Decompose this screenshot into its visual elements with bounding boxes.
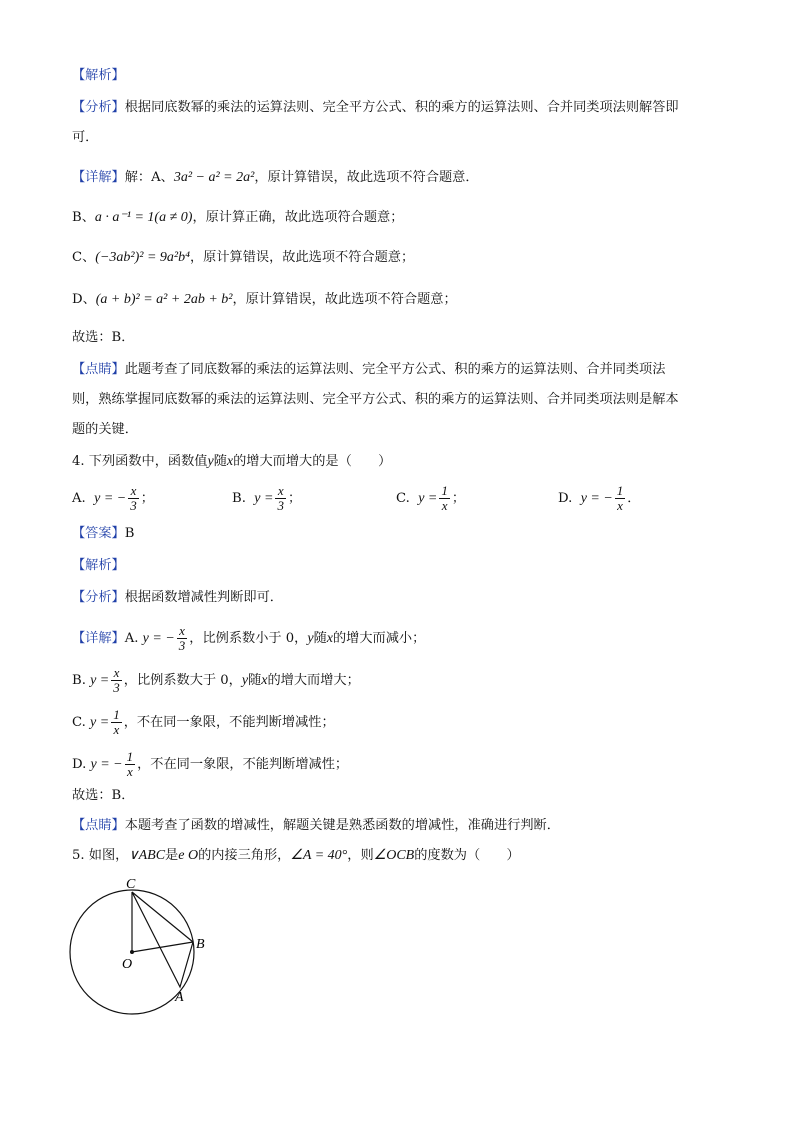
variable-x: x [226, 454, 234, 469]
triangle-abc [132, 892, 193, 987]
label-a: A [175, 990, 184, 1005]
option-a: A. y = − $\frac{x}{3}$ ； [72, 483, 154, 513]
math-expression: 3a² − a² = 2a² [173, 170, 255, 185]
detail-line-a [72, 168, 479, 188]
comment-tag: 【点睛】 [72, 362, 125, 377]
circle-figure [60, 872, 220, 1022]
detail-text: ，原计算错误，故此选项不符合题意． [254, 170, 479, 185]
analysis-heading: 【解析】 [72, 558, 125, 573]
math-lhs: y = − [94, 491, 127, 506]
comment-text-cont: 题的关键． [72, 422, 138, 437]
math-expression: (a + b)² = a² + 2ab + b² [95, 292, 233, 307]
stem-text: 5. 如图， [72, 848, 129, 863]
analysis-text-cont: 可． [72, 130, 99, 145]
math-lhs: y = − [90, 757, 123, 772]
option-b: B. y = $\frac{x}{3}$ ； [232, 483, 302, 513]
stem-text: 的内接三角形， [198, 848, 291, 863]
variable-y: y [241, 673, 249, 688]
detail-text: 随 [313, 631, 327, 646]
detail-text: 随 [248, 673, 262, 688]
analysis-paragraph [72, 98, 679, 118]
math-angle: ∠OCB [373, 848, 415, 863]
option-prefix: B、 [72, 210, 95, 225]
fraction: $\frac{x}{3}$ [113, 665, 120, 695]
option-label: D. [558, 491, 573, 506]
stem-text: 4. 下列函数中，函数值 [72, 454, 208, 469]
fraction: $\frac{x}{3}$ [130, 483, 137, 513]
option-c: C. y = $\frac{1}{x}$ ； [396, 483, 466, 513]
stem-text: 随 [213, 454, 227, 469]
option-label: A. [72, 491, 86, 506]
math-lhs: y = [90, 715, 110, 730]
math-angle: ∠A = 40° [290, 848, 348, 863]
detail-line-c [72, 708, 335, 737]
detail-text: ，原计算错误，故此选项不符合题意； [232, 292, 457, 307]
comment-paragraph [72, 816, 560, 836]
option-prefix: B. [72, 673, 86, 688]
analysis-heading: 【解析】 [72, 68, 125, 83]
question-4-stem [72, 452, 391, 472]
math-lhs: y = [418, 491, 438, 506]
detail-tag: 【详解】 [72, 631, 125, 646]
detail-text: ，不在同一象限，不能判断增减性； [123, 715, 335, 730]
math-expression: (−3ab²)² = 9a²b⁴ [95, 250, 190, 265]
math-lhs: y = [254, 491, 274, 506]
option-prefix: A. [124, 631, 139, 646]
detail-text: 的增大而减小； [333, 631, 426, 646]
fraction: $\frac{1}{x}$ [441, 483, 448, 513]
question-5-stem [72, 846, 520, 866]
math-lhs: y = [90, 673, 110, 688]
stem-text: 的增大而增大的是（ ） [233, 454, 392, 469]
detail-line-b [72, 208, 403, 228]
comment-paragraph [72, 360, 665, 380]
analysis-paragraph [72, 588, 283, 608]
comment-text-cont: 则，熟练掌握同底数幂的乘法的运算法则、完全平方公式、积的乘方的运算法则、合并同类项法则是解本 [72, 392, 679, 407]
detail-text: ，原计算错误，故此选项不符合题意； [189, 250, 415, 265]
variable-y: y [307, 631, 314, 646]
math-expression: a · a⁻¹ = 1(a ≠ 0) [94, 210, 193, 225]
option-prefix: D. [72, 757, 87, 772]
stem-text: ，则 [347, 848, 374, 863]
choice-line: 故选：B． [72, 330, 135, 345]
label-b: B [196, 937, 205, 952]
detail-text: 的增大而增大； [267, 673, 360, 688]
center-point [130, 950, 134, 954]
choice-line: 故选：B． [72, 788, 135, 803]
variable-x: x [326, 631, 333, 646]
fraction: $\frac{1}{x}$ [616, 483, 624, 513]
analysis-tag: 【分析】 [72, 590, 125, 605]
comment-text: 本题考查了函数的增减性，解题关键是熟悉函数的增减性，准确进行判断． [124, 818, 560, 833]
fraction: $\frac{1}{x}$ [126, 749, 134, 779]
stem-text: 的度数为（ ） [414, 848, 520, 863]
detail-text: ，原计算正确，故此选项符合题意； [192, 210, 404, 225]
detail-line-b [72, 666, 360, 695]
answer-value: B [124, 526, 135, 541]
fraction: $\frac{1}{x}$ [113, 707, 120, 737]
detail-prefix: 解：A、 [124, 170, 174, 185]
segment-ob [132, 942, 193, 952]
analysis-tag: 【分析】 [72, 100, 125, 115]
math-lhs: y = − [142, 631, 175, 646]
detail-line-c [72, 248, 414, 268]
analysis-text: 根据函数增减性判断即可． [124, 590, 283, 605]
answer-line [72, 524, 134, 544]
detail-line-a [72, 624, 425, 653]
math-circle: e O [178, 848, 199, 863]
fraction: $\frac{x}{3}$ [178, 623, 186, 653]
option-prefix: D、 [72, 292, 96, 307]
detail-line-d [72, 290, 457, 310]
detail-text: ，比例系数大于 0， [123, 673, 242, 688]
comment-text: 此题考查了同底数幂的乘法的运算法则、完全平方公式、积的乘方的运算法则、合并同类项法 [124, 362, 666, 377]
variable-y: y [207, 454, 214, 469]
option-d: D. y = − $\frac{1}{x}$ ． [558, 483, 641, 513]
option-prefix: C. [72, 715, 86, 730]
variable-x: x [261, 673, 268, 688]
stem-text: 是 [165, 848, 179, 863]
answer-tag: 【答案】 [72, 526, 125, 541]
detail-tag: 【详解】 [72, 170, 125, 185]
fraction: $\frac{x}{3}$ [277, 483, 284, 513]
label-o: O [122, 957, 133, 972]
analysis-text: 根据同底数幂的乘法的运算法则、完全平方公式、积的乘方的运算法则、合并同类项法则解答即 [124, 100, 679, 115]
detail-line-d [72, 750, 348, 779]
comment-tag: 【点睛】 [72, 818, 125, 833]
math-triangle: ∨ABC [128, 848, 166, 863]
detail-text: ，不在同一象限，不能判断增减性； [137, 757, 349, 772]
option-prefix: C、 [72, 250, 96, 265]
option-label: B. [232, 491, 246, 506]
label-c: C [126, 877, 136, 892]
option-label: C. [396, 491, 410, 506]
detail-text: ，比例系数小于 0， [189, 631, 308, 646]
math-lhs: y = − [580, 491, 613, 506]
